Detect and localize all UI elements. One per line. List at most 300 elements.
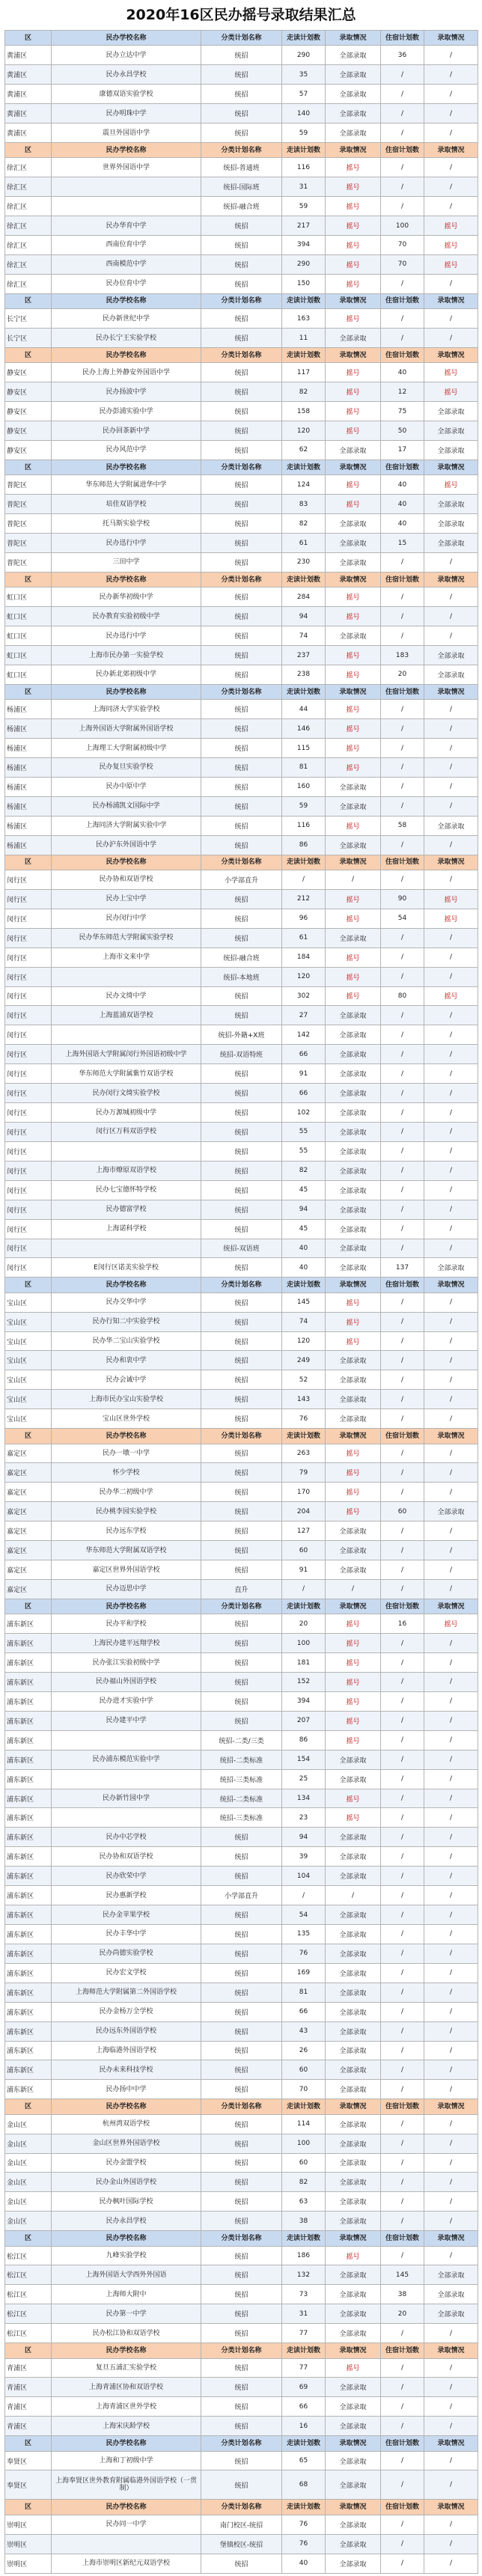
cell-school: 民办金杨万全学校 bbox=[52, 2002, 201, 2021]
cell-district: 浦东新区 bbox=[5, 1730, 52, 1750]
header-school: 民办学校名称 bbox=[52, 684, 201, 699]
cell-day-result: 全部录取 bbox=[326, 2173, 381, 2192]
cell-district: 徐汇区 bbox=[5, 197, 52, 216]
cell-board-quota: / bbox=[381, 1789, 424, 1808]
header-school: 民办学校名称 bbox=[52, 142, 201, 157]
header-board-quota: 住宿计划数 bbox=[381, 293, 424, 308]
cell-board-result: / bbox=[424, 2080, 478, 2099]
table-row bbox=[5, 1673, 478, 1692]
cell-plan: 统招 bbox=[201, 719, 282, 739]
cell-plan: 统招 bbox=[201, 1258, 282, 1278]
header-district: 区 bbox=[5, 1429, 52, 1444]
cell-school: 三田中学 bbox=[52, 553, 201, 573]
section-header-row bbox=[5, 1599, 478, 1614]
header-plan: 分类计划名称 bbox=[201, 855, 282, 870]
cell-plan: 统招 bbox=[201, 986, 282, 1006]
cell-day-quota: 66 bbox=[282, 2397, 326, 2417]
header-day-result: 录取情况 bbox=[326, 2099, 381, 2114]
cell-board-quota: / bbox=[381, 1312, 424, 1331]
cell-district: 浦东新区 bbox=[5, 1808, 52, 1828]
table-row bbox=[5, 1808, 478, 1828]
cell-school: 培佳双语学校 bbox=[52, 495, 201, 514]
cell-day-quota: 25 bbox=[282, 1769, 326, 1789]
cell-board-result: / bbox=[424, 197, 478, 216]
header-plan: 分类计划名称 bbox=[201, 31, 282, 46]
cell-day-result: 摇号 bbox=[326, 739, 381, 758]
cell-plan: 统招 bbox=[201, 2002, 282, 2021]
table-row bbox=[5, 254, 478, 274]
header-day-result: 录取情况 bbox=[326, 293, 381, 308]
cell-day-result: 全部录取 bbox=[326, 1161, 381, 1180]
cell-day-result: 全部录取 bbox=[326, 1983, 381, 2002]
cell-school: 民办同一中学 bbox=[52, 2515, 201, 2534]
cell-school: 上海理工大学附属初级中学 bbox=[52, 739, 201, 758]
cell-district: 闵行区 bbox=[5, 1200, 52, 1219]
cell-school: 民办远东学校 bbox=[52, 1522, 201, 1541]
cell-school: 民办交华中学 bbox=[52, 1292, 201, 1312]
cell-day-result: 全部录取 bbox=[326, 1750, 381, 1769]
cell-board-quota: 20 bbox=[381, 665, 424, 684]
cell-board-result: / bbox=[424, 2134, 478, 2153]
table-row bbox=[5, 796, 478, 816]
cell-board-result: / bbox=[424, 1905, 478, 1925]
cell-school: 上海宋庆龄学校 bbox=[52, 2417, 201, 2436]
cell-day-quota: 94 bbox=[282, 1828, 326, 1847]
cell-school: 民办杨浦凯文国际中学 bbox=[52, 796, 201, 816]
cell-school: 民办惠新学校 bbox=[52, 1886, 201, 1905]
header-board-result: 录取情况 bbox=[424, 347, 478, 362]
cell-day-result: 摇号 bbox=[326, 1730, 381, 1750]
cell-day-quota: 60 bbox=[282, 2060, 326, 2080]
cell-district: 浦东新区 bbox=[5, 1691, 52, 1711]
cell-board-result: / bbox=[424, 1331, 478, 1351]
cell-plan: 统招 bbox=[201, 1483, 282, 1502]
cell-board-result: / bbox=[424, 870, 478, 889]
table-row bbox=[5, 2417, 478, 2436]
cell-district: 静安区 bbox=[5, 421, 52, 441]
table-row bbox=[5, 1200, 478, 1219]
header-day-result: 录取情况 bbox=[326, 684, 381, 699]
cell-board-result: / bbox=[424, 1925, 478, 1944]
cell-district: 青浦区 bbox=[5, 2358, 52, 2378]
cell-school: 民办欣荣中学 bbox=[52, 1867, 201, 1886]
cell-school: 民办建平中学 bbox=[52, 1711, 201, 1730]
cell-plan: 统招 bbox=[201, 1351, 282, 1370]
cell-board-result: 全部录取 bbox=[424, 2304, 478, 2324]
cell-day-result: 全部录取 bbox=[326, 1409, 381, 1429]
header-day-result: 录取情况 bbox=[326, 1429, 381, 1444]
cell-board-quota: / bbox=[381, 2060, 424, 2080]
header-board-quota: 住宿计划数 bbox=[381, 572, 424, 587]
cell-day-result: 全部录取 bbox=[326, 1351, 381, 1370]
cell-school: 宝山区世外学校 bbox=[52, 1409, 201, 1429]
cell-school bbox=[52, 197, 201, 216]
cell-board-result: 摇号 bbox=[424, 889, 478, 909]
cell-school: 民办行知二中实验学校 bbox=[52, 1312, 201, 1331]
cell-board-quota: / bbox=[381, 2324, 424, 2343]
table-row bbox=[5, 1502, 478, 1522]
cell-board-result: 全部录取 bbox=[424, 1502, 478, 1522]
cell-school: 上海外国语大学附属外国语学校 bbox=[52, 719, 201, 739]
cell-district: 崇明区 bbox=[5, 2534, 52, 2554]
cell-district: 徐汇区 bbox=[5, 274, 52, 293]
cell-board-quota: / bbox=[381, 2173, 424, 2192]
cell-plan: 统招 bbox=[201, 274, 282, 293]
page-title: 2020年16区民办摇号录取结果汇总 bbox=[126, 7, 356, 23]
cell-board-quota: / bbox=[381, 1808, 424, 1828]
cell-day-result: 全部录取 bbox=[326, 1200, 381, 1219]
cell-board-quota: / bbox=[381, 1351, 424, 1370]
cell-day-quota: 39 bbox=[282, 1847, 326, 1867]
table-row bbox=[5, 889, 478, 909]
cell-board-result: / bbox=[424, 1463, 478, 1483]
cell-day-result: 摇号 bbox=[326, 1444, 381, 1463]
cell-plan: 统招 bbox=[201, 2041, 282, 2060]
cell-plan: 统招 bbox=[201, 1905, 282, 1925]
table-row bbox=[5, 104, 478, 123]
header-district: 区 bbox=[5, 572, 52, 587]
header-day-result: 录取情况 bbox=[326, 2231, 381, 2246]
cell-day-quota: 100 bbox=[282, 1634, 326, 1653]
cell-day-quota: 86 bbox=[282, 835, 326, 855]
table-row bbox=[5, 2397, 478, 2417]
header-district: 区 bbox=[5, 684, 52, 699]
cell-day-result: 全部录取 bbox=[326, 928, 381, 947]
cell-school: 民办张江实验初级中学 bbox=[52, 1653, 201, 1673]
table-row bbox=[5, 1905, 478, 1925]
cell-board-result: / bbox=[424, 758, 478, 778]
cell-day-result: 全部录取 bbox=[326, 1006, 381, 1025]
cell-day-quota: 394 bbox=[282, 1691, 326, 1711]
cell-school: 民办枫叶国际学校 bbox=[52, 2192, 201, 2212]
cell-day-result: 全部录取 bbox=[326, 835, 381, 855]
cell-board-quota: / bbox=[381, 796, 424, 816]
cell-board-quota: / bbox=[381, 835, 424, 855]
table-row bbox=[5, 646, 478, 665]
cell-board-quota: / bbox=[381, 739, 424, 758]
cell-board-result: / bbox=[424, 2534, 478, 2554]
cell-day-result: 摇号 bbox=[326, 1789, 381, 1808]
table-row bbox=[5, 197, 478, 216]
cell-district: 浦东新区 bbox=[5, 1828, 52, 1847]
header-plan: 分类计划名称 bbox=[201, 347, 282, 362]
cell-district: 闵行区 bbox=[5, 889, 52, 909]
table-row bbox=[5, 1219, 478, 1239]
cell-board-result: / bbox=[424, 1983, 478, 2002]
cell-day-quota: 140 bbox=[282, 104, 326, 123]
cell-plan: 统招 bbox=[201, 1161, 282, 1180]
cell-day-quota: 91 bbox=[282, 1560, 326, 1580]
table-row bbox=[5, 777, 478, 796]
header-day-quota: 走读计划数 bbox=[282, 460, 326, 474]
cell-school: 民办教育实验初级中学 bbox=[52, 607, 201, 626]
cell-day-result: 全部录取 bbox=[326, 1560, 381, 1580]
cell-district: 嘉定区 bbox=[5, 1560, 52, 1580]
cell-day-quota: 40 bbox=[282, 1258, 326, 1278]
header-day-quota: 走读计划数 bbox=[282, 2436, 326, 2451]
cell-plan: 统招 bbox=[201, 123, 282, 143]
cell-board-quota: / bbox=[381, 1711, 424, 1730]
cell-school: 民办七宝德怀特学校 bbox=[52, 1180, 201, 1200]
cell-day-quota: 302 bbox=[282, 986, 326, 1006]
table-row bbox=[5, 607, 478, 626]
table-row bbox=[5, 274, 478, 293]
cell-day-quota: 120 bbox=[282, 421, 326, 441]
cell-school: 民办回茶新中学 bbox=[52, 421, 201, 441]
table-row bbox=[5, 1463, 478, 1483]
cell-board-result: 摇号 bbox=[424, 382, 478, 402]
header-board-result: 录取情况 bbox=[424, 293, 478, 308]
cell-board-result: / bbox=[424, 177, 478, 197]
table-row bbox=[5, 1025, 478, 1045]
cell-board-quota: / bbox=[381, 1390, 424, 1409]
cell-day-quota: 82 bbox=[282, 514, 326, 534]
cell-board-quota: / bbox=[381, 1200, 424, 1219]
cell-board-result: / bbox=[424, 1828, 478, 1847]
cell-day-result: 全部录取 bbox=[326, 329, 381, 348]
header-board-result: 录取情况 bbox=[424, 572, 478, 587]
cell-district: 闵行区 bbox=[5, 1025, 52, 1045]
cell-board-quota: 183 bbox=[381, 646, 424, 665]
cell-board-result: / bbox=[424, 1444, 478, 1463]
header-day-quota: 走读计划数 bbox=[282, 2343, 326, 2358]
cell-day-result: 全部录取 bbox=[326, 1847, 381, 1867]
cell-plan: 统招 bbox=[201, 909, 282, 928]
cell-board-result: / bbox=[424, 1409, 478, 1429]
cell-school: 民办文绮中学 bbox=[52, 986, 201, 1006]
cell-school: 九峰实验学校 bbox=[52, 2246, 201, 2265]
cell-school: 民办沪东外国语中学 bbox=[52, 835, 201, 855]
cell-board-result: / bbox=[424, 1847, 478, 1867]
cell-day-quota: 74 bbox=[282, 1312, 326, 1331]
cell-district: 虹口区 bbox=[5, 665, 52, 684]
cell-plan: 统招 bbox=[201, 2470, 282, 2500]
cell-day-quota: 237 bbox=[282, 646, 326, 665]
cell-board-quota: / bbox=[381, 329, 424, 348]
cell-board-quota: 54 bbox=[381, 909, 424, 928]
header-district: 区 bbox=[5, 31, 52, 46]
table-row bbox=[5, 1161, 478, 1180]
cell-board-result: / bbox=[424, 1045, 478, 1064]
cell-district: 宝山区 bbox=[5, 1292, 52, 1312]
cell-board-result: / bbox=[424, 835, 478, 855]
cell-board-result: / bbox=[424, 2002, 478, 2021]
table-row bbox=[5, 1045, 478, 1064]
cell-board-result: / bbox=[424, 85, 478, 104]
table-row bbox=[5, 441, 478, 460]
cell-school: 民办松江协和双语学校 bbox=[52, 2324, 201, 2343]
cell-school bbox=[52, 1025, 201, 1045]
cell-day-quota: 102 bbox=[282, 1103, 326, 1123]
header-plan: 分类计划名称 bbox=[201, 684, 282, 699]
header-plan: 分类计划名称 bbox=[201, 1599, 282, 1614]
header-plan: 分类计划名称 bbox=[201, 572, 282, 587]
cell-day-quota: 86 bbox=[282, 1730, 326, 1750]
table-row bbox=[5, 1750, 478, 1769]
cell-plan: 统招-二类标准 bbox=[201, 1789, 282, 1808]
cell-district: 浦东新区 bbox=[5, 1769, 52, 1789]
header-district: 区 bbox=[5, 2343, 52, 2358]
cell-school: 民办彭浦实验中学 bbox=[52, 402, 201, 421]
table-row bbox=[5, 816, 478, 835]
cell-district: 浦东新区 bbox=[5, 2002, 52, 2021]
cell-board-quota: / bbox=[381, 777, 424, 796]
cell-day-result: 全部录取 bbox=[326, 2470, 381, 2500]
table-row bbox=[5, 1963, 478, 1983]
cell-board-result: 全部录取 bbox=[424, 2285, 478, 2304]
cell-day-quota: 68 bbox=[282, 2470, 326, 2500]
cell-board-quota: / bbox=[381, 158, 424, 177]
cell-district: 杨浦区 bbox=[5, 719, 52, 739]
cell-school: 华东师范大学附属双语学校 bbox=[52, 1541, 201, 1560]
cell-district: 浦东新区 bbox=[5, 2021, 52, 2041]
cell-school: 民办复旦实验学校 bbox=[52, 758, 201, 778]
cell-plan: 统招 bbox=[201, 1331, 282, 1351]
cell-district: 松江区 bbox=[5, 2285, 52, 2304]
header-district: 区 bbox=[5, 293, 52, 308]
cell-board-quota: / bbox=[381, 870, 424, 889]
cell-plan: 统招 bbox=[201, 758, 282, 778]
cell-day-quota: 154 bbox=[282, 1750, 326, 1769]
cell-board-quota: / bbox=[381, 2470, 424, 2500]
cell-district: 虹口区 bbox=[5, 587, 52, 607]
cell-district: 徐汇区 bbox=[5, 254, 52, 274]
cell-board-quota: / bbox=[381, 1084, 424, 1103]
cell-school: 民办永昌学校 bbox=[52, 65, 201, 85]
table-row bbox=[5, 495, 478, 514]
table-row bbox=[5, 2134, 478, 2153]
section-header-row bbox=[5, 142, 478, 157]
cell-plan: 统招 bbox=[201, 700, 282, 719]
cell-board-result: / bbox=[424, 1292, 478, 1312]
cell-plan: 统招 bbox=[201, 889, 282, 909]
cell-district: 金山区 bbox=[5, 2173, 52, 2192]
cell-day-result: 摇号 bbox=[326, 2246, 381, 2265]
cell-board-result: / bbox=[424, 1006, 478, 1025]
table-row bbox=[5, 1370, 478, 1390]
cell-district: 黄浦区 bbox=[5, 46, 52, 65]
cell-day-result: 摇号 bbox=[326, 1331, 381, 1351]
cell-board-quota: / bbox=[381, 626, 424, 646]
table-row bbox=[5, 947, 478, 967]
cell-day-quota: 146 bbox=[282, 719, 326, 739]
cell-day-result: 摇号 bbox=[326, 719, 381, 739]
cell-day-result: 摇号 bbox=[326, 382, 381, 402]
cell-plan: 统招 bbox=[201, 46, 282, 65]
cell-day-result: 全部录取 bbox=[326, 2021, 381, 2041]
table-row bbox=[5, 1239, 478, 1258]
cell-school: 民办和衷中学 bbox=[52, 1351, 201, 1370]
cell-day-result: 摇号 bbox=[326, 421, 381, 441]
table-row bbox=[5, 719, 478, 739]
cell-plan: 统招 bbox=[201, 1370, 282, 1390]
cell-board-result: / bbox=[424, 1200, 478, 1219]
table-row bbox=[5, 177, 478, 197]
header-day-result: 录取情况 bbox=[326, 142, 381, 157]
cell-plan: 统招 bbox=[201, 1691, 282, 1711]
cell-day-quota: 76 bbox=[282, 1409, 326, 1429]
cell-school: 民办一墩一中学 bbox=[52, 1444, 201, 1463]
cell-school bbox=[52, 1769, 201, 1789]
cell-plan: 统招 bbox=[201, 587, 282, 607]
cell-day-result: 摇号 bbox=[326, 363, 381, 382]
cell-plan: 统招-本地班 bbox=[201, 967, 282, 986]
cell-district: 静安区 bbox=[5, 363, 52, 382]
cell-board-result: / bbox=[424, 1711, 478, 1730]
cell-day-quota: 57 bbox=[282, 85, 326, 104]
cell-day-result: 全部录取 bbox=[326, 2002, 381, 2021]
header-district: 区 bbox=[5, 347, 52, 362]
cell-day-result: 全部录取 bbox=[326, 1963, 381, 1983]
cell-day-result: 摇号 bbox=[326, 475, 381, 495]
cell-school: 民办桃李园实验学校 bbox=[52, 1502, 201, 1522]
cell-school: 上海青浦区协和双语学校 bbox=[52, 2378, 201, 2397]
cell-plan: 统招 bbox=[201, 363, 282, 382]
cell-district: 浦东新区 bbox=[5, 1653, 52, 1673]
cell-day-quota: 132 bbox=[282, 2265, 326, 2285]
cell-board-quota: / bbox=[381, 1925, 424, 1944]
cell-board-result: / bbox=[424, 928, 478, 947]
cell-board-quota: / bbox=[381, 928, 424, 947]
header-day-quota: 走读计划数 bbox=[282, 2099, 326, 2114]
cell-plan: 统招 bbox=[201, 1219, 282, 1239]
cell-district: 徐汇区 bbox=[5, 216, 52, 236]
table-row bbox=[5, 1867, 478, 1886]
cell-district: 宝山区 bbox=[5, 1409, 52, 1429]
cell-day-result: 全部录取 bbox=[326, 553, 381, 573]
table-row bbox=[5, 2080, 478, 2099]
cell-district: 松江区 bbox=[5, 2304, 52, 2324]
header-day-quota: 走读计划数 bbox=[282, 684, 326, 699]
header-school: 民办学校名称 bbox=[52, 2436, 201, 2451]
cell-district: 普陀区 bbox=[5, 514, 52, 534]
cell-school: 民办未来科技学校 bbox=[52, 2060, 201, 2080]
section-header-row bbox=[5, 2343, 478, 2358]
cell-day-result: 全部录取 bbox=[326, 1219, 381, 1239]
table-row bbox=[5, 1390, 478, 1409]
cell-day-quota: 16 bbox=[282, 2417, 326, 2436]
cell-plan: 统招 bbox=[201, 2265, 282, 2285]
cell-day-result: 摇号 bbox=[326, 254, 381, 274]
cell-board-quota: / bbox=[381, 1006, 424, 1025]
cell-board-result: / bbox=[424, 587, 478, 607]
cell-board-result: / bbox=[424, 1579, 478, 1599]
cell-day-result: 全部录取 bbox=[326, 2134, 381, 2153]
table-row bbox=[5, 700, 478, 719]
cell-board-result: / bbox=[424, 1141, 478, 1161]
cell-board-result: / bbox=[424, 1161, 478, 1180]
cell-board-quota: / bbox=[381, 1045, 424, 1064]
cell-day-result: 全部录取 bbox=[326, 1925, 381, 1944]
cell-district: 杨浦区 bbox=[5, 758, 52, 778]
cell-board-result: 全部录取 bbox=[424, 646, 478, 665]
cell-day-quota: / bbox=[282, 1886, 326, 1905]
cell-day-result: 全部录取 bbox=[326, 2451, 381, 2470]
cell-plan: 统招 bbox=[201, 2060, 282, 2080]
cell-day-result: 全部录取 bbox=[326, 2534, 381, 2554]
cell-school bbox=[52, 177, 201, 197]
header-school: 民办学校名称 bbox=[52, 2343, 201, 2358]
cell-plan: 统招 bbox=[201, 1560, 282, 1580]
cell-district: 黄浦区 bbox=[5, 65, 52, 85]
cell-school: 民办宏文学校 bbox=[52, 1963, 201, 1983]
cell-board-result: / bbox=[424, 65, 478, 85]
cell-school: 嘉定区世界外国语学校 bbox=[52, 1560, 201, 1580]
cell-district: 徐汇区 bbox=[5, 158, 52, 177]
cell-board-result: / bbox=[424, 2515, 478, 2534]
table-row bbox=[5, 1560, 478, 1580]
cell-board-result: 摇号 bbox=[424, 1614, 478, 1634]
